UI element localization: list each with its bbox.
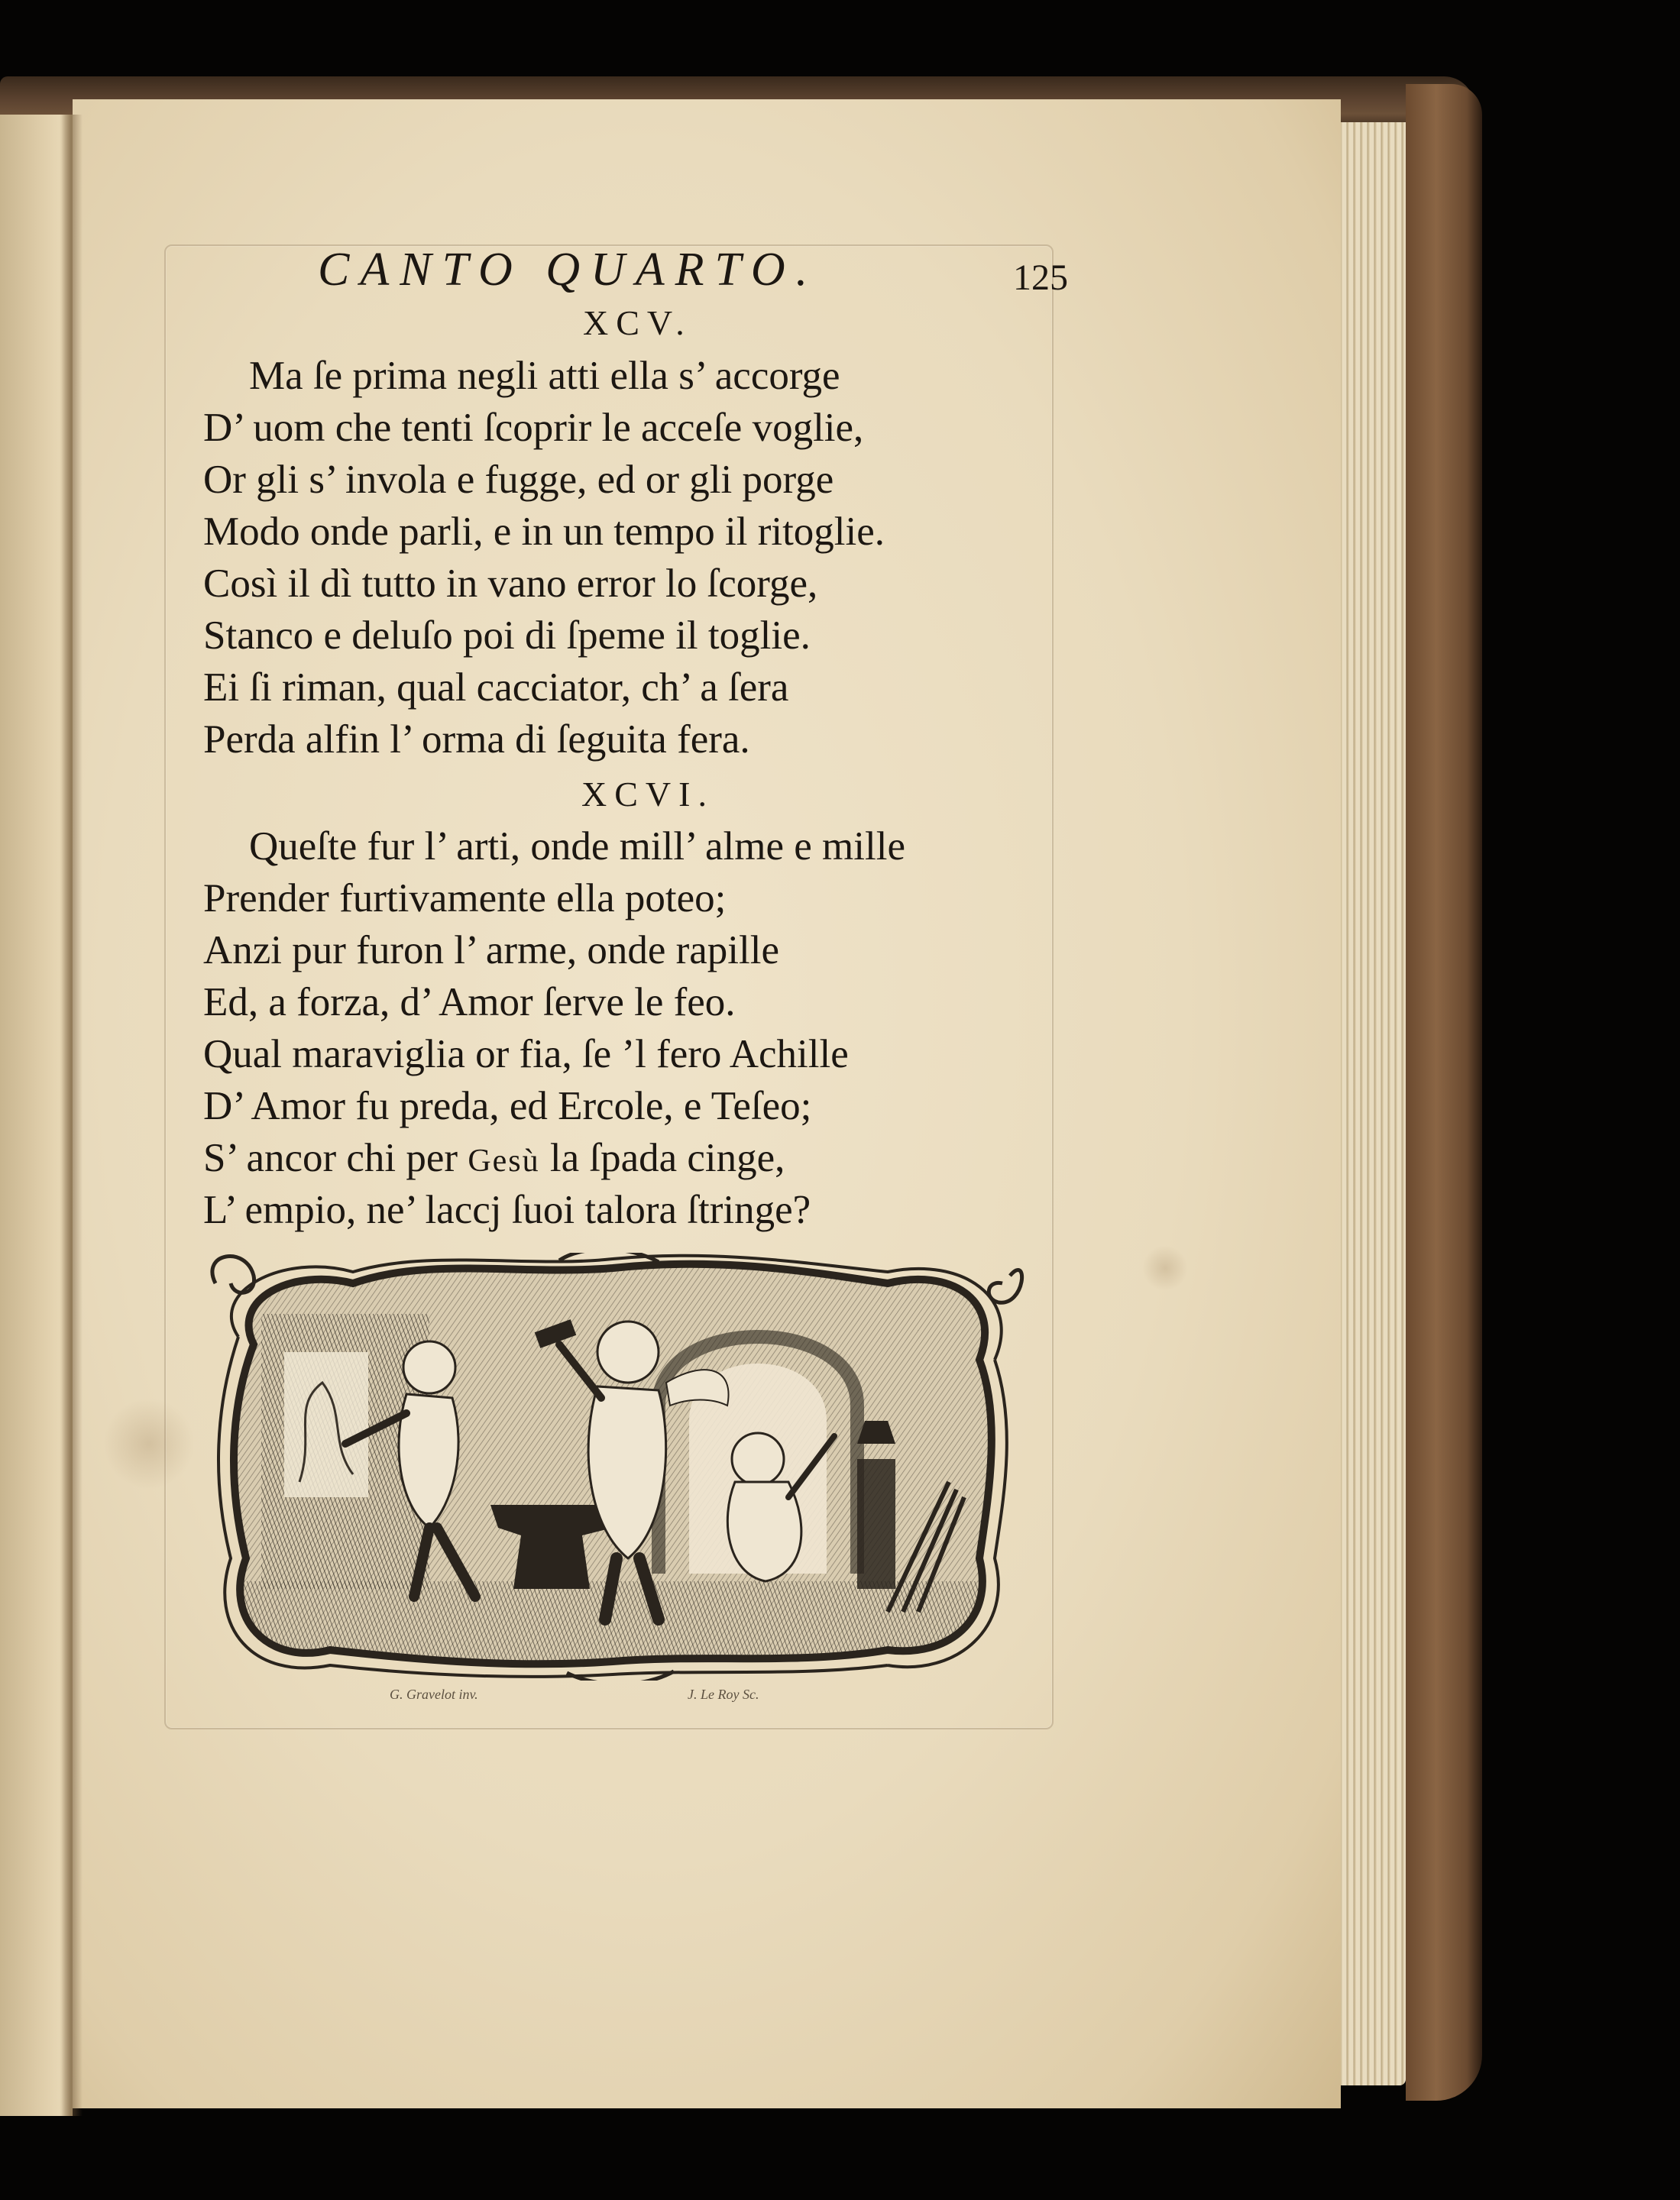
verse-line: D’ uom che tenti ſcoprir le acceſe voglie, xyxy=(203,406,864,450)
verse-line: Stanco e deluſo poi di ſpeme il toglie. xyxy=(203,613,811,658)
verse-line: Perda alfin l’ orma di ſeguita fera. xyxy=(203,717,750,762)
gutter-shadow xyxy=(60,115,83,2116)
running-head: CANTO QUARTO. xyxy=(318,244,819,296)
stanza-number: XCV. xyxy=(583,303,692,342)
verse-line: Qual maraviglia or fia, ſe ’l fero Achille xyxy=(203,1032,849,1076)
verse-line: Prender furtivamente ella poteo; xyxy=(203,876,727,920)
verse-line: L’ empio, ne’ laccj ſuoi talora ſtringe? xyxy=(203,1188,811,1232)
verse-line: Anzi pur furon l’ arme, onde rapille xyxy=(203,928,779,972)
paper-stain xyxy=(1142,1245,1188,1291)
verse-line: D’ Amor fu preda, ed Ercole, e Teſeo; xyxy=(203,1084,812,1128)
page-edges-stack xyxy=(1329,122,1406,2085)
small-caps-word: Gesù xyxy=(468,1144,540,1179)
verse-line: Così il dì tutto in vano error lo ſcorge, xyxy=(203,561,818,606)
verse-line: Queſte fur l’ arti, onde mill’ alme e mille xyxy=(249,824,905,869)
verse-line-end: la ſpada cinge, xyxy=(539,1136,785,1180)
engraved-vignette xyxy=(200,1253,1025,1681)
engraving-credit-designer: G. Gravelot inv. xyxy=(390,1687,478,1702)
verse-line: Ed, a forza, d’ Amor ſerve le feo. xyxy=(203,980,736,1024)
book-cover-right-edge xyxy=(1406,84,1482,2101)
verse-line: Modo onde parli, e in un tempo il ritoglie. xyxy=(203,510,885,554)
verse-line: Ma ſe prima negli atti ella s’ accorge xyxy=(249,354,840,398)
engraving-credit-engraver: J. Le Roy Sc. xyxy=(688,1687,759,1702)
verse-line: Ei ſi riman, qual cacciator, ch’ a ſera xyxy=(203,665,789,710)
verse-line: Or gli s’ invola e fugge, ed or gli porge xyxy=(203,458,834,502)
stanza-number: XCVI. xyxy=(581,775,714,814)
verse-line-start: S’ ancor chi per xyxy=(203,1136,468,1180)
page-number: 125 xyxy=(1013,257,1068,298)
verse-line xyxy=(203,1138,785,1179)
